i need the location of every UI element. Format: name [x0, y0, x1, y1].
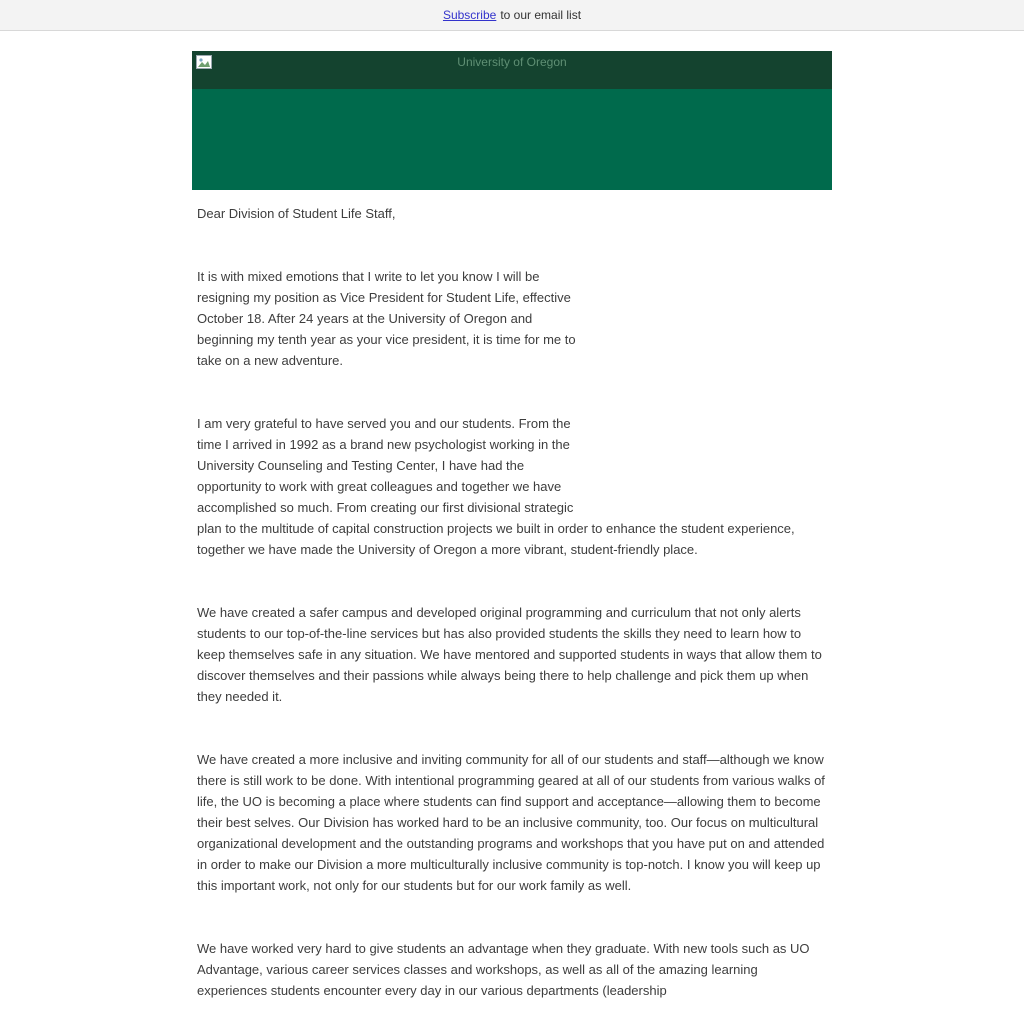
subscribe-link[interactable]: Subscribe — [442, 8, 497, 22]
banner-alt-text: University of Oregon — [457, 55, 567, 69]
paragraph-4: We have created a more inclusive and inviting community for all of our students and staff—although we know there is still work to be done. With intentional programming geared at all of our students from various walks of life, the UO is becoming a place where students can find support and acceptance—allowing them to become their best selves. Our Division has worked hard to be an inclusive community, too. Our focus on multicultural organizational development and the outstanding programs and workshops that you have put on and attended in order to make our Division a more multiculturally inclusive community is top-notch. I know you will keep up this important work, not only for our students but for our work family as well. — [197, 752, 825, 893]
paragraph-1: It is with mixed emotions that I write to let you know I will be resigning my position as Vice President for Student Life, effective October 18. After 24 years at the University of Oregon and beginning my tenth year as your vice president, it is time for me to take on a new adventure. — [197, 269, 576, 368]
paragraph-5: We have worked very hard to give students an advantage when they graduate. With new tools such as UO Advantage, various career services classes and workshops, as well as all of the amazing learning experiences students encounter every day in our various departments (leadership — [197, 941, 810, 998]
banner-top-strip — [192, 51, 832, 89]
letter-text — [192, 203, 832, 1001]
missing-photo-placeholder — [585, 266, 827, 518]
paragraph-3: We have created a safer campus and developed original programming and curriculum that not only alerts students to our top-of-the-line services but has also provided students the skills they need to learn how to keep themselves safe in any situation. We have mentored and supported students in ways that allow them to discover themselves and their passions while always being there to help challenge and pick them up when they needed it. — [197, 605, 822, 704]
header-banner — [192, 51, 832, 190]
paragraph-2: I am very grateful to have served you and our students. From the time I arrived in 1992 as a brand new psychologist working in the University Counseling and Testing Center, I have had the opportunity to work with great colleagues and together we have accomplished so much. From creating our first divisional strategic plan to the multitude of capital construction projects we built in order to enhance the student experience, together we have made the University of Oregon a more vibrant, student-friendly place. — [197, 416, 795, 557]
email-body — [192, 51, 832, 1001]
subscribe-bar — [0, 0, 1024, 31]
subscribe-suffix: to our email list — [500, 8, 582, 22]
subscribe-text — [443, 8, 581, 22]
salutation: Dear Division of Student Life Staff, — [197, 206, 396, 221]
